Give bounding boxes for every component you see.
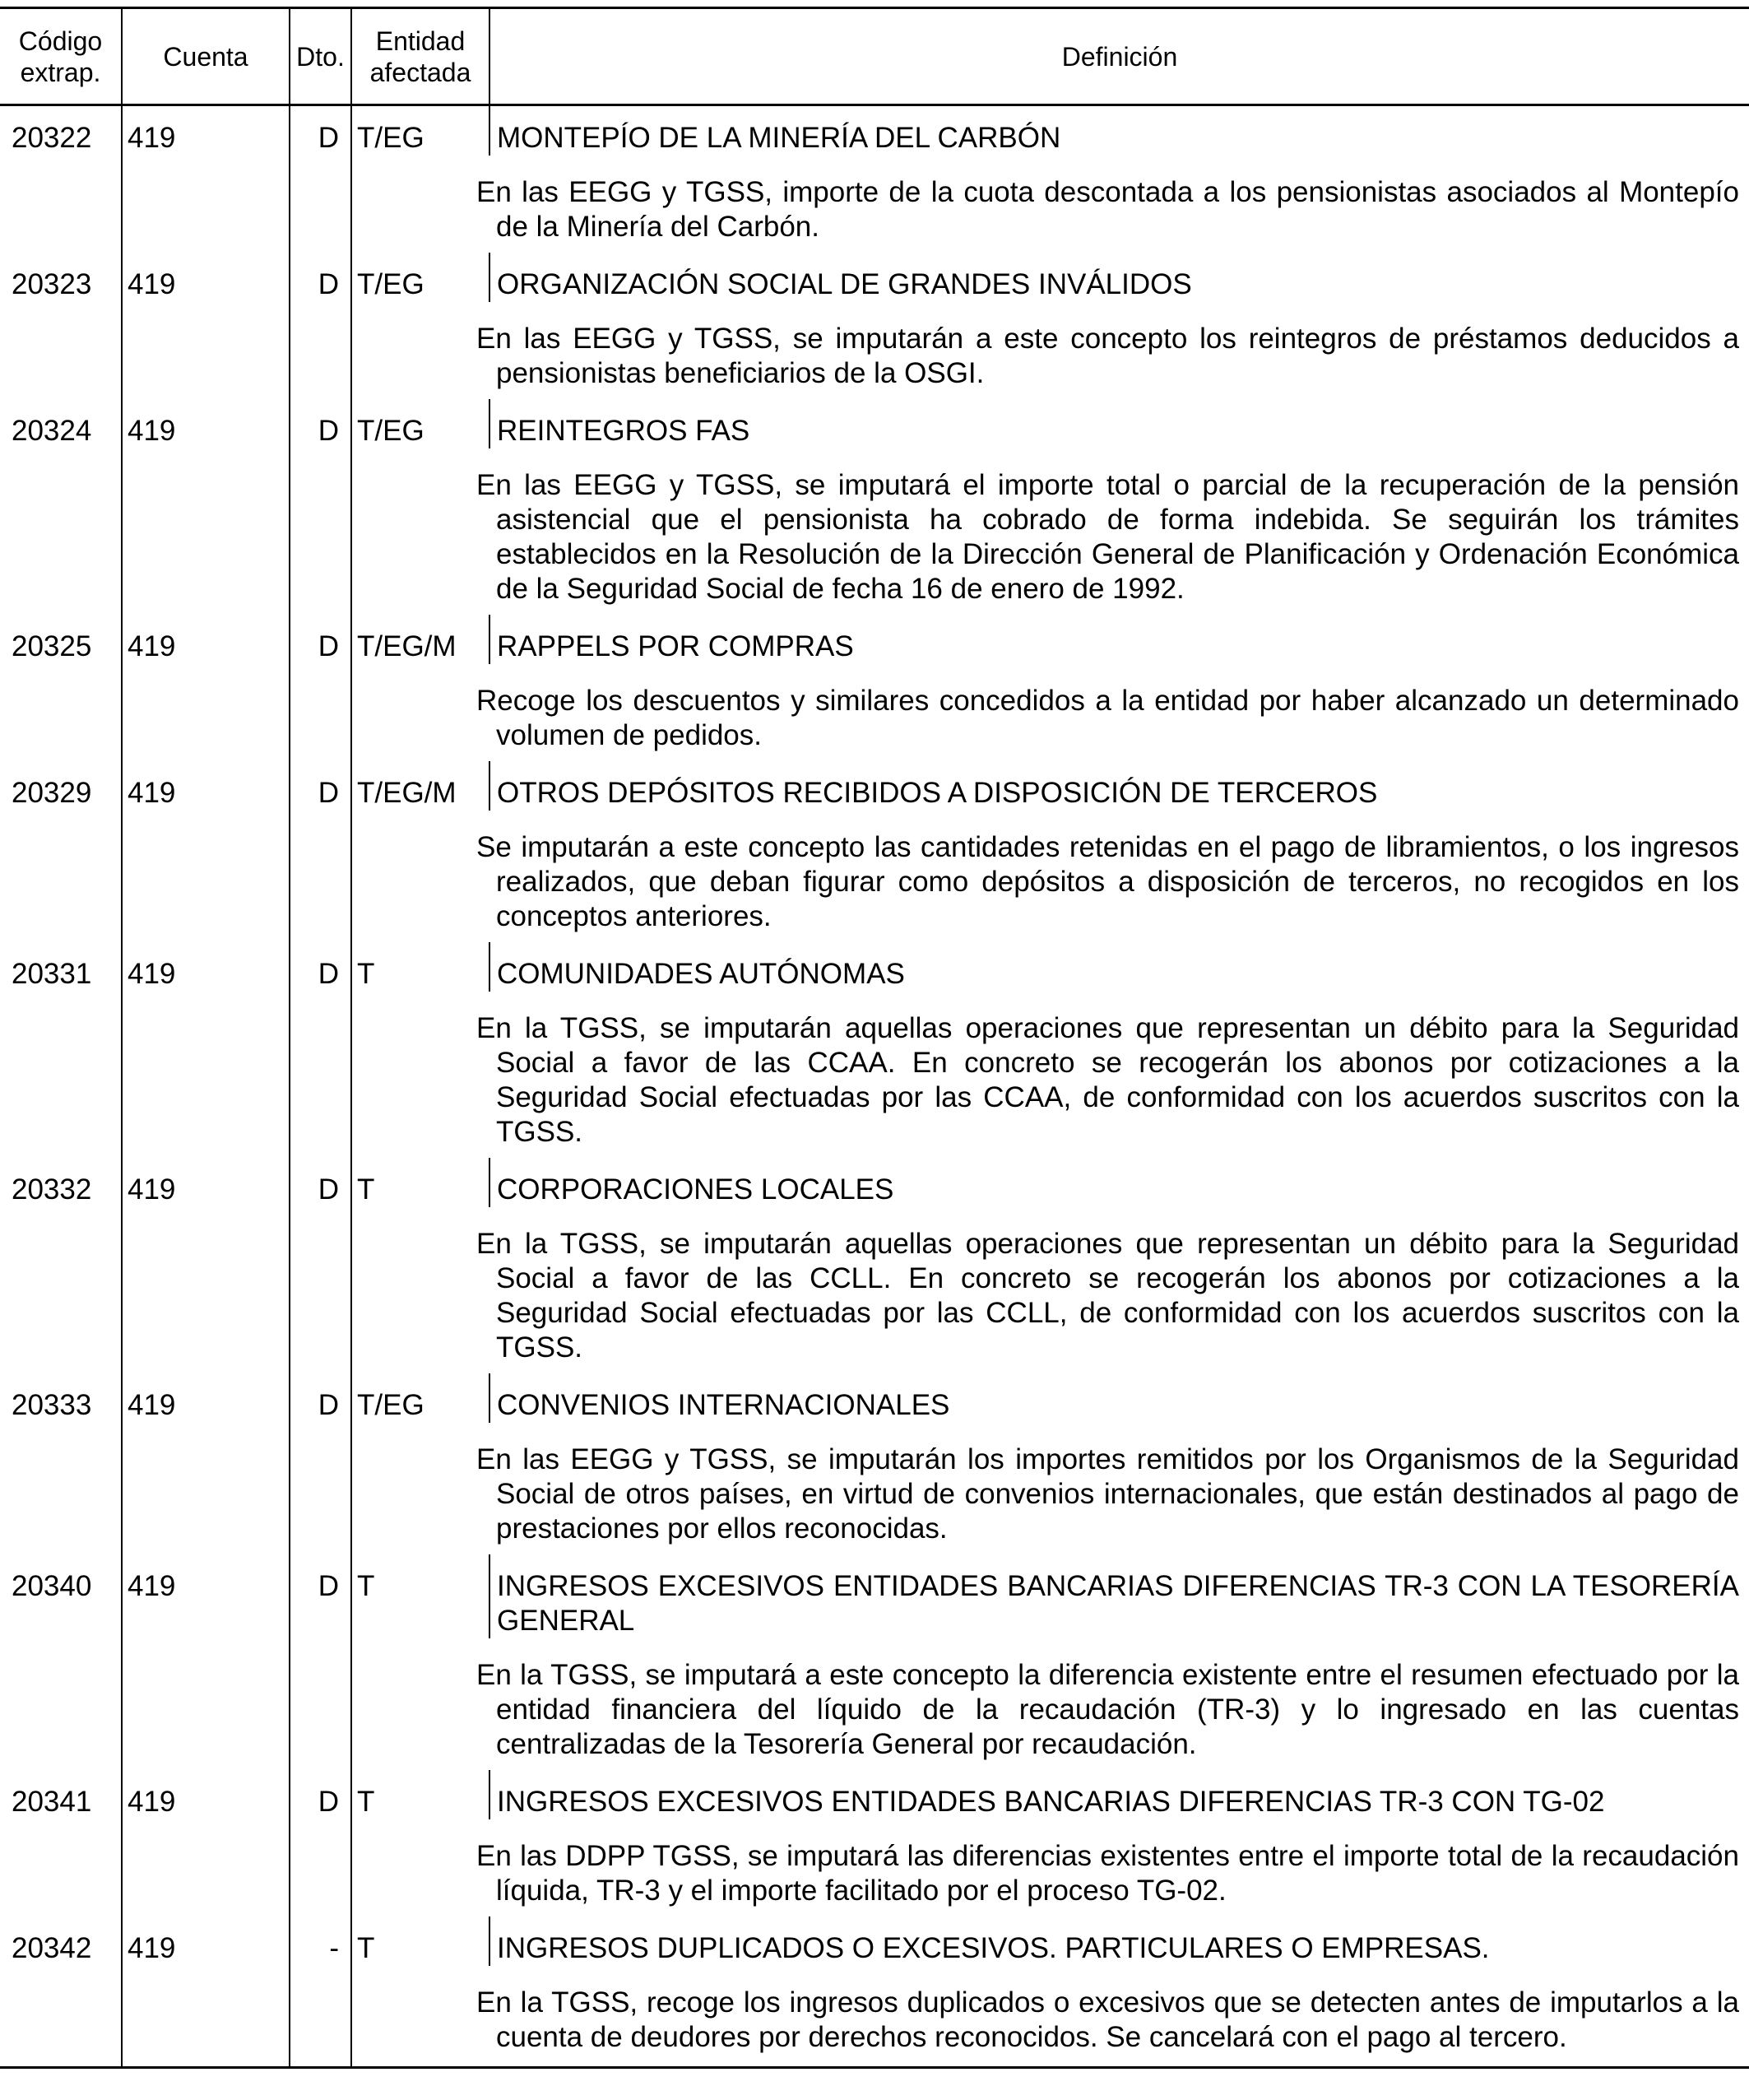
- header-account: Cuenta: [122, 8, 290, 105]
- code-cell: 20331: [12, 958, 92, 990]
- account-cell: 419: [122, 253, 290, 399]
- concept-description: En las EEGG y TGSS, importe de la cuota descontada a los pensionistas asociados al Montepío de la Minería del Carbón.: [476, 176, 1739, 243]
- dto-cell: D: [290, 1158, 351, 1373]
- account-cell: 419: [122, 105, 290, 253]
- account-cell: 419: [122, 1373, 290, 1554]
- concept-title: CONVENIOS INTERNACIONALES: [489, 1373, 1749, 1423]
- code-cell: 20324: [12, 415, 92, 447]
- entity-cell: T: [351, 942, 489, 1158]
- concept-description: En la TGSS, se imputará a este concepto la diferencia existente entre el resumen efectuado por la entidad financiera del líquido de la recaudación (TR-3) y lo ingresado en las cuentas centralizadas de la Tesorería General por recaudación.: [476, 1659, 1739, 1760]
- concept-description: En las EEGG y TGSS, se imputarán a este concepto los reintegros de préstamos deducidos a pensionistas beneficiarios de la OSGI.: [476, 323, 1739, 389]
- bottom-rule: [0, 2066, 1749, 2069]
- entity-cell: T/EG: [351, 105, 489, 253]
- table-row: [0, 1770, 1749, 1819]
- concept-description: En la TGSS, se imputarán aquellas operaciones que representan un débito para la Seguridad Social a favor de las CCLL. En concreto se recogerán los abonos por cotizaciones a la Seguridad Social efectuadas por las CCLL, de conformidad con los acuerdos suscritos con la TGSS.: [476, 1228, 1739, 1364]
- concept-description: En las EEGG y TGSS, se imputarán los importes remitidos por los Organismos de la Seguridad Social de otros países, en virtud de convenios internacionales, que están destinados al pago de prestaciones por ellos reconocidas.: [476, 1443, 1739, 1545]
- concept-description: En las DDPP TGSS, se imputará las diferencias existentes entre el importe total de la recaudación líquida, TR-3 y el importe facilitado por el proceso TG-02.: [476, 1840, 1739, 1907]
- dto-cell: D: [290, 1770, 351, 1916]
- concept-title: ORGANIZACIÓN SOCIAL DE GRANDES INVÁLIDOS: [489, 253, 1749, 302]
- concept-description: En las EEGG y TGSS, se imputará el importe total o parcial de la recuperación de la pensión asistencial que el pensionista ha cobrado de forma indebida. Se seguirán los trámites establecidos en la Resolución de la Dirección General de Planificación y Ordenación Económica de la Seguridad Social de fecha 16 de enero de 1992.: [476, 469, 1739, 605]
- concept-title: INGRESOS DUPLICADOS O EXCESIVOS. PARTICULARES O EMPRESAS.: [489, 1916, 1749, 1966]
- table-row: [0, 253, 1749, 302]
- header-dto: Dto.: [290, 8, 351, 105]
- concept-title: INGRESOS EXCESIVOS ENTIDADES BANCARIAS DIFERENCIAS TR-3 CON LA TESORERÍA GENERAL: [489, 1554, 1749, 1638]
- table-row: [0, 1554, 1749, 1638]
- entity-cell: T: [351, 1770, 489, 1916]
- table-header: [0, 8, 1749, 105]
- dto-cell: D: [290, 399, 351, 615]
- concept-title: RAPPELS POR COMPRAS: [489, 615, 1749, 664]
- code-cell: 20325: [12, 630, 92, 662]
- concept-title: REINTEGROS FAS: [489, 399, 1749, 448]
- concept-title: COMUNIDADES AUTÓNOMAS: [489, 942, 1749, 992]
- table-row: [0, 615, 1749, 664]
- account-cell: 419: [122, 761, 290, 942]
- account-cell: 419: [122, 1770, 290, 1916]
- entity-cell: T/EG/M: [351, 761, 489, 942]
- concept-description: Se imputarán a este concepto las cantidades retenidas en el pago de libramientos, o los ingresos realizados, que deban figurar como depósitos a disposición de terceros, no recogidos en los conceptos anteriores.: [476, 831, 1739, 932]
- dto-cell: D: [290, 615, 351, 761]
- header-code-label: Código extrap.: [18, 26, 103, 87]
- concept-title: MONTEPÍO DE LA MINERÍA DEL CARBÓN: [489, 105, 1749, 156]
- dto-cell: D: [290, 1554, 351, 1770]
- code-cell: 20341: [12, 1786, 92, 1818]
- header-entity-label: Entidad afectada: [369, 26, 471, 87]
- concept-title: CORPORACIONES LOCALES: [489, 1158, 1749, 1207]
- code-cell: 20329: [12, 777, 92, 809]
- entity-cell: T/EG/M: [351, 615, 489, 761]
- code-cell: 20323: [12, 268, 92, 300]
- account-cell: 419: [122, 615, 290, 761]
- account-cell: 419: [122, 1158, 290, 1373]
- table-body: [0, 105, 1749, 2067]
- table-row: [0, 1373, 1749, 1423]
- account-cell: 419: [122, 942, 290, 1158]
- code-cell: 20340: [12, 1570, 92, 1602]
- header-code: [0, 8, 122, 105]
- dto-cell: D: [290, 105, 351, 253]
- table-row: [0, 761, 1749, 811]
- header-entity: [351, 8, 489, 105]
- accounting-concepts-document: [0, 7, 1749, 2069]
- concept-description: En la TGSS, se imputarán aquellas operaciones que representan un débito para la Seguridad Social a favor de las CCAA. En concreto se recogerán los abonos por cotizaciones a la Seguridad Social efectuadas por las CCAA, de conformidad con los acuerdos suscritos con la TGSS.: [476, 1012, 1739, 1148]
- concept-description: En la TGSS, recoge los ingresos duplicados o excesivos que se detecten antes de imputarlos a la cuenta de deudores por derechos reconocidos. Se cancelará con el pago al tercero.: [476, 1986, 1739, 2053]
- dto-cell: D: [290, 942, 351, 1158]
- entity-cell: T: [351, 1554, 489, 1770]
- concepts-table: [0, 7, 1749, 2066]
- concept-title: INGRESOS EXCESIVOS ENTIDADES BANCARIAS DIFERENCIAS TR-3 CON TG-02: [489, 1770, 1749, 1819]
- code-cell: 20322: [12, 122, 92, 154]
- entity-cell: T: [351, 1916, 489, 2066]
- entity-cell: T/EG: [351, 1373, 489, 1554]
- entity-cell: T/EG: [351, 399, 489, 615]
- dto-cell: -: [290, 1916, 351, 2066]
- table-row: [0, 1158, 1749, 1207]
- concept-description: Recoge los descuentos y similares concedidos a la entidad por haber alcanzado un determinado volumen de pedidos.: [476, 685, 1739, 751]
- concept-title: OTROS DEPÓSITOS RECIBIDOS A DISPOSICIÓN DE TERCEROS: [489, 761, 1749, 811]
- table-row: [0, 105, 1749, 156]
- account-cell: 419: [122, 399, 290, 615]
- table-row: [0, 1916, 1749, 1966]
- entity-cell: T: [351, 1158, 489, 1373]
- table-row: [0, 399, 1749, 448]
- account-cell: 419: [122, 1554, 290, 1770]
- code-cell: 20333: [12, 1389, 92, 1421]
- entity-cell: T/EG: [351, 253, 489, 399]
- account-cell: 419: [122, 1916, 290, 2066]
- code-cell: 20332: [12, 1173, 92, 1206]
- table-row: [0, 942, 1749, 992]
- code-cell: 20342: [12, 1932, 92, 1964]
- dto-cell: D: [290, 761, 351, 942]
- dto-cell: D: [290, 253, 351, 399]
- header-definition: Definición: [489, 8, 1749, 105]
- dto-cell: D: [290, 1373, 351, 1554]
